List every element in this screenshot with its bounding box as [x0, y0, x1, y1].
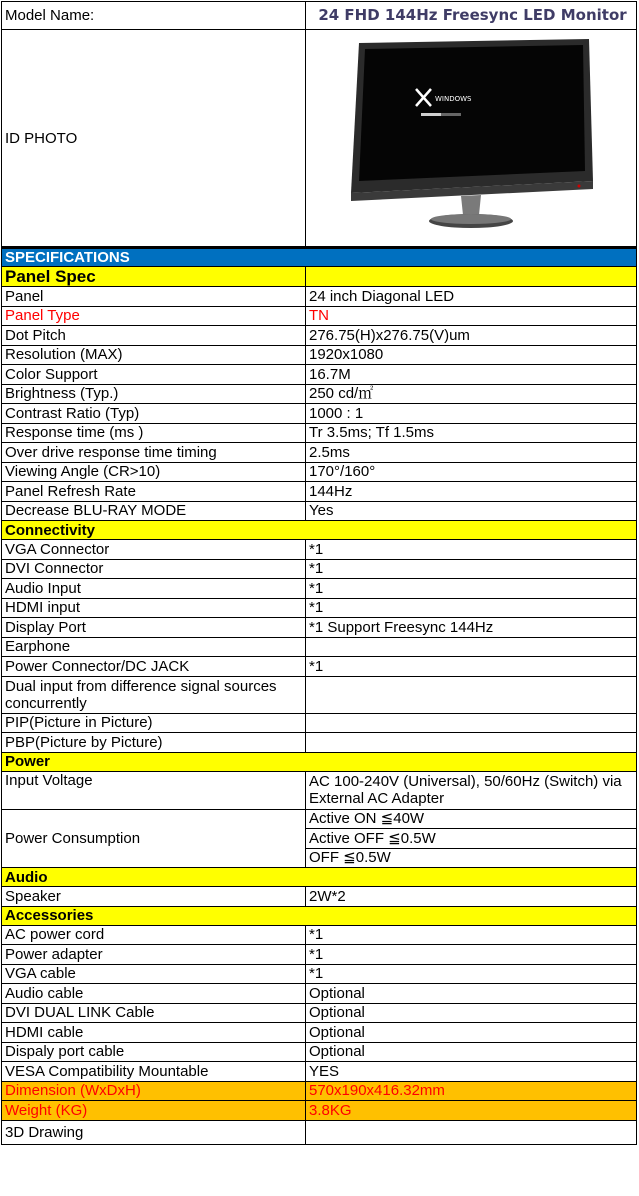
spec-value: *1 — [306, 579, 637, 599]
spec-label: Color Support — [2, 365, 306, 385]
spec-value: 2W*2 — [306, 887, 637, 907]
monitor-photo — [306, 30, 637, 248]
spec-label: Speaker — [2, 887, 306, 907]
screen-logo-text: WINDOWS — [435, 95, 472, 103]
monitor-image — [321, 31, 621, 241]
spec-row — [2, 771, 637, 809]
spec-row — [2, 384, 637, 404]
spec-value — [306, 733, 637, 753]
spec-value: 570x190x416.32mm — [306, 1081, 637, 1101]
spec-label: Panel Refresh Rate — [2, 482, 306, 502]
spec-label: Display Port — [2, 618, 306, 638]
spec-row — [2, 326, 637, 346]
specifications-bar — [2, 248, 637, 267]
spec-value — [306, 637, 637, 657]
audio-header — [2, 868, 637, 887]
spec-label: HDMI cable — [2, 1023, 306, 1043]
spec-sheet-table — [1, 1, 637, 1145]
model-name-row — [2, 2, 637, 30]
spec-label: 3D Drawing — [2, 1120, 306, 1144]
spec-label: AC power cord — [2, 925, 306, 945]
spec-value: *1 — [306, 925, 637, 945]
spec-label: Power adapter — [2, 945, 306, 965]
spec-label: HDMI input — [2, 598, 306, 618]
spec-label: Over drive response time timing — [2, 443, 306, 463]
spec-label: Weight (KG) — [2, 1101, 306, 1121]
specifications-heading: SPECIFICATIONS — [2, 248, 637, 267]
spec-value: Optional — [306, 984, 637, 1004]
spec-value: TN — [306, 306, 637, 326]
spec-label: Panel — [2, 287, 306, 307]
model-name-value: 24 FHD 144Hz Freesync LED Monitor — [306, 2, 637, 30]
spec-label: Resolution (MAX) — [2, 345, 306, 365]
spec-label: DVI Connector — [2, 559, 306, 579]
spec-row — [2, 1023, 637, 1043]
spec-label: Power Connector/DC JACK — [2, 657, 306, 677]
spec-label: Viewing Angle (CR>10) — [2, 462, 306, 482]
connectivity-heading: Connectivity — [2, 521, 637, 540]
spec-value: 250 cd/㎡ — [306, 384, 637, 404]
spec-label: Power Consumption — [2, 809, 306, 868]
spec-value: *1 — [306, 964, 637, 984]
spec-value: YES — [306, 1062, 637, 1082]
power-heading: Power — [2, 752, 637, 771]
spec-value: *1 — [306, 657, 637, 677]
spec-label: DVI DUAL LINK Cable — [2, 1003, 306, 1023]
spec-value: Optional — [306, 1003, 637, 1023]
spec-label: Brightness (Typ.) — [2, 384, 306, 404]
spec-row — [2, 945, 637, 965]
spec-row — [2, 1062, 637, 1082]
spec-label: Earphone — [2, 637, 306, 657]
spec-value: *1 — [306, 598, 637, 618]
spec-label: Dimension (WxDxH) — [2, 1081, 306, 1101]
spec-value: 1920x1080 — [306, 345, 637, 365]
spec-value: 144Hz — [306, 482, 637, 502]
spec-row — [2, 1042, 637, 1062]
spec-value: *1 — [306, 559, 637, 579]
spec-row — [2, 1003, 637, 1023]
spec-row — [2, 984, 637, 1004]
spec-value: Optional — [306, 1042, 637, 1062]
spec-value: 1000 : 1 — [306, 404, 637, 424]
spec-row-highlight — [2, 1081, 637, 1101]
spec-row — [2, 287, 637, 307]
spec-row — [2, 618, 637, 638]
spec-row — [2, 925, 637, 945]
spec-value: 170°/160° — [306, 462, 637, 482]
spec-row — [2, 964, 637, 984]
spec-row — [2, 345, 637, 365]
spec-row — [2, 733, 637, 753]
spec-value: 24 inch Diagonal LED — [306, 287, 637, 307]
spec-value: *1 Support Freesync 144Hz — [306, 618, 637, 638]
spec-value: 3.8KG — [306, 1101, 637, 1121]
spec-value: Optional — [306, 1023, 637, 1043]
audio-heading: Audio — [2, 868, 637, 887]
power-header — [2, 752, 637, 771]
spec-row — [2, 443, 637, 463]
photo-label: ID PHOTO — [2, 30, 306, 248]
spec-label: VGA Connector — [2, 540, 306, 560]
panel-spec-heading-blank — [306, 267, 637, 287]
spec-label: Input Voltage — [2, 771, 306, 809]
spec-value — [306, 1120, 637, 1144]
spec-row — [2, 598, 637, 618]
spec-label: Audio Input — [2, 579, 306, 599]
spec-row — [2, 306, 637, 326]
spec-row — [2, 540, 637, 560]
accessories-header — [2, 906, 637, 925]
spec-value: *1 — [306, 540, 637, 560]
spec-value: AC 100-240V (Universal), 50/60Hz (Switch) via External AC Adapter — [306, 771, 637, 809]
spec-value: OFF ≦0.5W — [306, 848, 637, 868]
spec-row — [2, 365, 637, 385]
spec-value: 16.7M — [306, 365, 637, 385]
spec-row — [2, 501, 637, 521]
spec-label: Panel Type — [2, 306, 306, 326]
spec-row — [2, 559, 637, 579]
model-name-label: Model Name: — [2, 2, 306, 30]
spec-row — [2, 404, 637, 424]
spec-row — [2, 657, 637, 677]
spec-row — [2, 637, 637, 657]
spec-row — [2, 676, 637, 713]
spec-row-highlight — [2, 1101, 637, 1121]
spec-label: Response time (ms ) — [2, 423, 306, 443]
spec-value: 276.75(H)x276.75(V)um — [306, 326, 637, 346]
spec-value: *1 — [306, 945, 637, 965]
spec-row — [2, 462, 637, 482]
spec-label: VGA cable — [2, 964, 306, 984]
spec-row — [2, 809, 637, 829]
panel-spec-header — [2, 267, 637, 287]
spec-row — [2, 713, 637, 733]
spec-label: PIP(Picture in Picture) — [2, 713, 306, 733]
spec-value — [306, 676, 637, 713]
spec-row — [2, 1120, 637, 1144]
spec-value — [306, 713, 637, 733]
spec-label: Decrease BLU-RAY MODE — [2, 501, 306, 521]
accessories-heading: Accessories — [2, 906, 637, 925]
spec-label: PBP(Picture by Picture) — [2, 733, 306, 753]
spec-label: Audio cable — [2, 984, 306, 1004]
connectivity-header — [2, 521, 637, 540]
spec-value: 2.5ms — [306, 443, 637, 463]
panel-spec-heading: Panel Spec — [2, 267, 306, 287]
spec-label: Dot Pitch — [2, 326, 306, 346]
spec-row — [2, 579, 637, 599]
spec-row — [2, 423, 637, 443]
spec-value: Active ON ≦40W — [306, 809, 637, 829]
spec-value: Tr 3.5ms; Tf 1.5ms — [306, 423, 637, 443]
spec-label: Dual input from difference signal sources concurrently — [2, 676, 306, 713]
spec-label: VESA Compatibility Mountable — [2, 1062, 306, 1082]
spec-row — [2, 482, 637, 502]
spec-label: Contrast Ratio (Typ) — [2, 404, 306, 424]
spec-value: Yes — [306, 501, 637, 521]
photo-row — [2, 30, 637, 248]
spec-value: Active OFF ≦0.5W — [306, 829, 637, 849]
spec-label: Dispaly port cable — [2, 1042, 306, 1062]
spec-row — [2, 887, 637, 907]
